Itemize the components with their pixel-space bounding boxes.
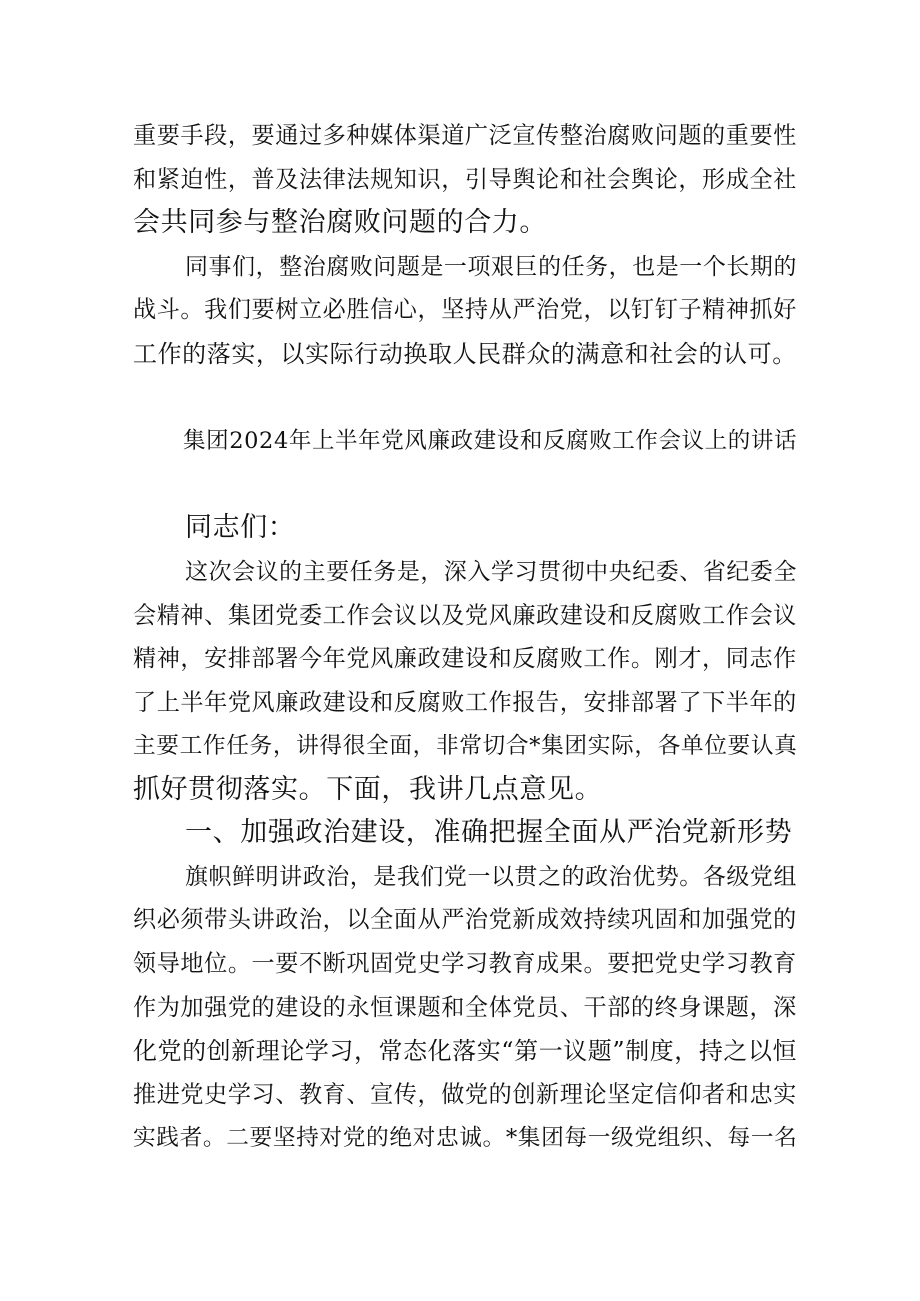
body-text-line: 推进党史学习、教育、宣传，做党的创新理论坚定信仰者和忠实 (133, 1082, 797, 1108)
salutation: 同志们： (185, 512, 296, 543)
body-text-line: 实践者。二要坚持对党的绝对忠诚。*集团每一级党组织、每一名 (133, 1125, 798, 1151)
body-text-line: 主要工作任务，讲得很全面，非常切合*集团实际，各单位要认真 (133, 733, 798, 759)
body-text-line: 会精神、集团党委工作会议以及党风廉政建设和反腐败工作会议 (133, 603, 797, 629)
body-text-line: 织必须带头讲政治，以全面从严治党新成效持续巩固和加强党的 (133, 907, 797, 933)
body-text-line: 会共同参与整治腐败问题的合力。 (133, 207, 547, 238)
body-text-line: 精神，安排部署今年党风廉政建设和反腐败工作。刚才，同志作 (133, 646, 797, 672)
section-heading: 一、加强政治建设，准确把握全面从严治党新形势 (185, 817, 793, 848)
body-text-line: 战斗。我们要树立必胜信心，坚持从严治党，以钉钉子精神抓好 (133, 297, 797, 323)
body-text-line: 重要手段，要通过多种媒体渠道广泛宣传整治腐败问题的重要性 (133, 123, 797, 149)
body-text-line: 这次会议的主要任务是，深入学习贯彻中央纪委、省纪委全 (185, 559, 797, 585)
body-text-line: 化党的创新理论学习，常态化落实“第一议题”制度，持之以恒 (133, 1037, 798, 1065)
body-text-line: 工作的落实，以实际行动换取人民群众的满意和社会的认可。 (133, 340, 797, 368)
body-text-line: 旗帜鲜明讲政治，是我们党一以贯之的政治优势。各级党组 (185, 864, 797, 890)
body-text-line: 作为加强党的建设的永恒课题和全体党员、干部的终身课题，深 (133, 995, 797, 1021)
speech-title: 集团2024年上半年党风廉政建设和反腐败工作会议上的讲话 (183, 428, 798, 454)
body-text-line: 抓好贯彻落实。下面，我讲几点意见。 (133, 774, 603, 805)
body-text-line: 领导地位。一要不断巩固党史学习教育成果。要把党史学习教育 (133, 951, 797, 977)
body-text-line: 和紧迫性，普及法律法规知识，引导舆论和社会舆论，形成全社 (133, 167, 797, 193)
body-text-line: 了上半年党风廉政建设和反腐败工作报告，安排部署了下半年的 (133, 690, 797, 716)
body-text-line: 同事们，整治腐败问题是一项艰巨的任务，也是一个长期的 (185, 254, 797, 280)
